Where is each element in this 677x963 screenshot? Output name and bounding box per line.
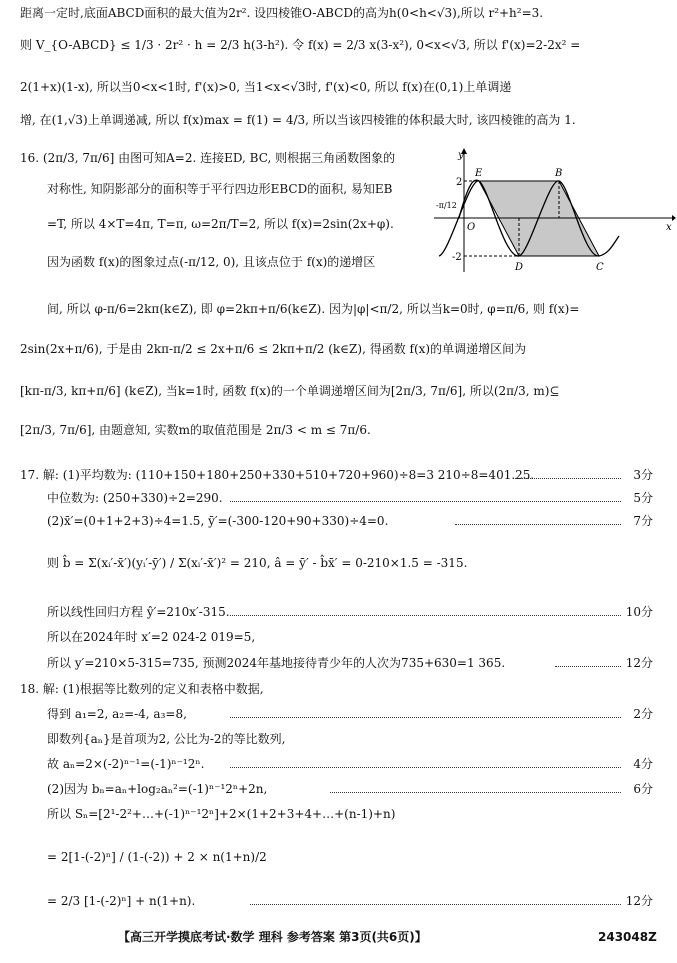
answer-line: 2sin(2x+π/6), 于是由 2kπ-π/2 ≤ 2x+π/6 ≤ 2kπ+π/2 (k∈Z), 得函数 f(x)的单调递增区间为 [20,342,527,356]
answer-line: 距离一定时,底面ABCD面积的最大值为2r². 设四棱锥O-ABCD的高为h(0<h<√3),所以 r²+h²=3. [20,6,544,20]
answer-line: 即数列{aₙ}是首项为2, 公比为-2的等比数列, [47,732,286,746]
x-tick-label: -π/12 [436,201,457,210]
score-mark: 2分 [633,707,653,721]
score-mark: 10分 [625,605,653,619]
answer-line: [kπ-π/3, kπ+π/6] (k∈Z), 当k=1时, 函数 f(x)的一个单调递增区间为[2π/3, 7π/6], 所以(2π/3, m)⊆ [20,384,560,398]
answer-line: 17. 解: (1)平均数为: (110+150+180+250+330+510+720+960)÷8=3 210÷8=401.25. [20,468,535,482]
score-leader-dots [330,792,621,793]
answer-line: 因为函数 f(x)的图象过点(-π/12, 0), 且该点位于 f(x)的递增区 [47,255,376,269]
answer-line: = 2[1-(-2)ⁿ] / (1-(-2)) + 2 × n(1+n)/2 [47,850,267,864]
score-leader-dots [230,501,621,502]
sine-graph-figure [434,148,676,274]
answer-line: 增, 在(1,√3)上单调递减, 所以 f(x)max = f(1) = 4/3, 所以当该四棱锥的体积最大时, 该四棱锥的高为 1. [20,113,576,127]
score-mark: 5分 [633,491,653,505]
x-axis-label: x [666,222,672,233]
answer-line: 得到 a₁=2, a₂=-4, a₃=8, [47,707,187,721]
x-axis-arrow [672,215,676,221]
answer-line: 18. 解: (1)根据等比数列的定义和表格中数据, [20,682,264,696]
footer-title: 【高三开学摸底考试·数学 理科 参考答案 第3页(共6页)】 [118,930,427,944]
score-leader-dots [250,904,621,905]
origin-label: O [467,222,476,233]
score-leader-dots [230,767,621,768]
score-leader-dots [555,666,621,667]
score-mark: 4分 [633,757,653,771]
answer-line: 中位数为: (250+330)÷2=290. [47,491,223,505]
score-leader-dots [230,615,621,616]
score-mark: 6分 [633,782,653,796]
score-leader-dots [515,478,621,479]
answer-line: (2)x̄′=(0+1+2+3)÷4=1.5, ȳ′=(-300-120+90+330)÷4=0. [47,514,389,528]
point-d-label: D [515,262,524,273]
answer-line: 所以 Sₙ=[2¹-2²+…+(-1)ⁿ⁻¹2ⁿ]+2×(1+2+3+4+…+(n-1)+n) [47,807,396,821]
score-mark: 12分 [625,894,653,908]
point-e-label: E [475,168,483,179]
y-max-label: 2 [456,177,463,188]
answer-line: =T, 所以 4×T=4π, T=π, ω=2π/T=2, 所以 f(x)=2sin(2x+φ). [47,217,394,231]
score-leader-dots [455,524,621,525]
point-c-label: C [596,262,604,273]
answer-line: [2π/3, 7π/6], 由题意知, 实数m的取值范围是 2π/3 < m ≤ 7π/6. [20,423,371,437]
answer-line: 所以 y′=210×5-315=735, 预测2024年基地接待青少年的人次为735+630=1 365. [47,656,506,670]
score-mark: 12分 [625,656,653,670]
y-axis-label: y [458,150,464,161]
answer-line: 所以在2024年时 x′=2 024-2 019=5, [47,630,256,644]
answer-line: 2(1+x)(1-x), 所以当0<x<1时, f'(x)>0, 当1<x<√3时, f'(x)<0, 所以 f(x)在(0,1)上单调递 [20,80,512,94]
answer-line: 则 b̂ = Σ(xᵢ′-x̄′)(yᵢ′-ȳ′) / Σ(xᵢ′-x̄′)² = 210, â = ȳ′ - b̂x̄′ = 0-210×1.5 = -315. [47,556,468,570]
answer-line: 16. (2π/3, 7π/6] 由图可知A=2. 连接ED, BC, 则根据三角函数图象的 [20,151,396,165]
y-min-label: -2 [452,252,462,263]
answer-line: 故 aₙ=2×(-2)ⁿ⁻¹=(-1)ⁿ⁻¹2ⁿ. [47,757,205,771]
answer-line: 则 V_{O-ABCD} ≤ 1/3 · 2r² · h = 2/3 h(3-h²). 令 f(x) = 2/3 x(3-x²), 0<x<√3, 所以 f'(x)=2-2x² = [20,38,581,52]
answer-line: (2)因为 bₙ=aₙ+log₂aₙ²=(-1)ⁿ⁻¹2ⁿ+2n, [47,782,268,796]
answer-line: 对称性, 知阴影部分的面积等于平行四边形EBCD的面积, 易知EB [47,182,393,196]
answer-line: 所以线性回归方程 ŷ′=210x′-315. [47,605,230,619]
answer-line: 间, 所以 φ-π/6=2kπ(k∈Z), 即 φ=2kπ+π/6(k∈Z). 因为|φ|<π/2, 所以当k=0时, φ=π/6, 则 f(x)= [47,302,580,316]
score-mark: 3分 [633,468,653,482]
answer-line: = 2/3 [1-(-2)ⁿ] + n(1+n). [47,894,196,908]
footer-code: 243048Z [598,930,657,944]
score-mark: 7分 [633,514,653,528]
point-b-label: B [555,168,563,179]
score-leader-dots [230,717,621,718]
